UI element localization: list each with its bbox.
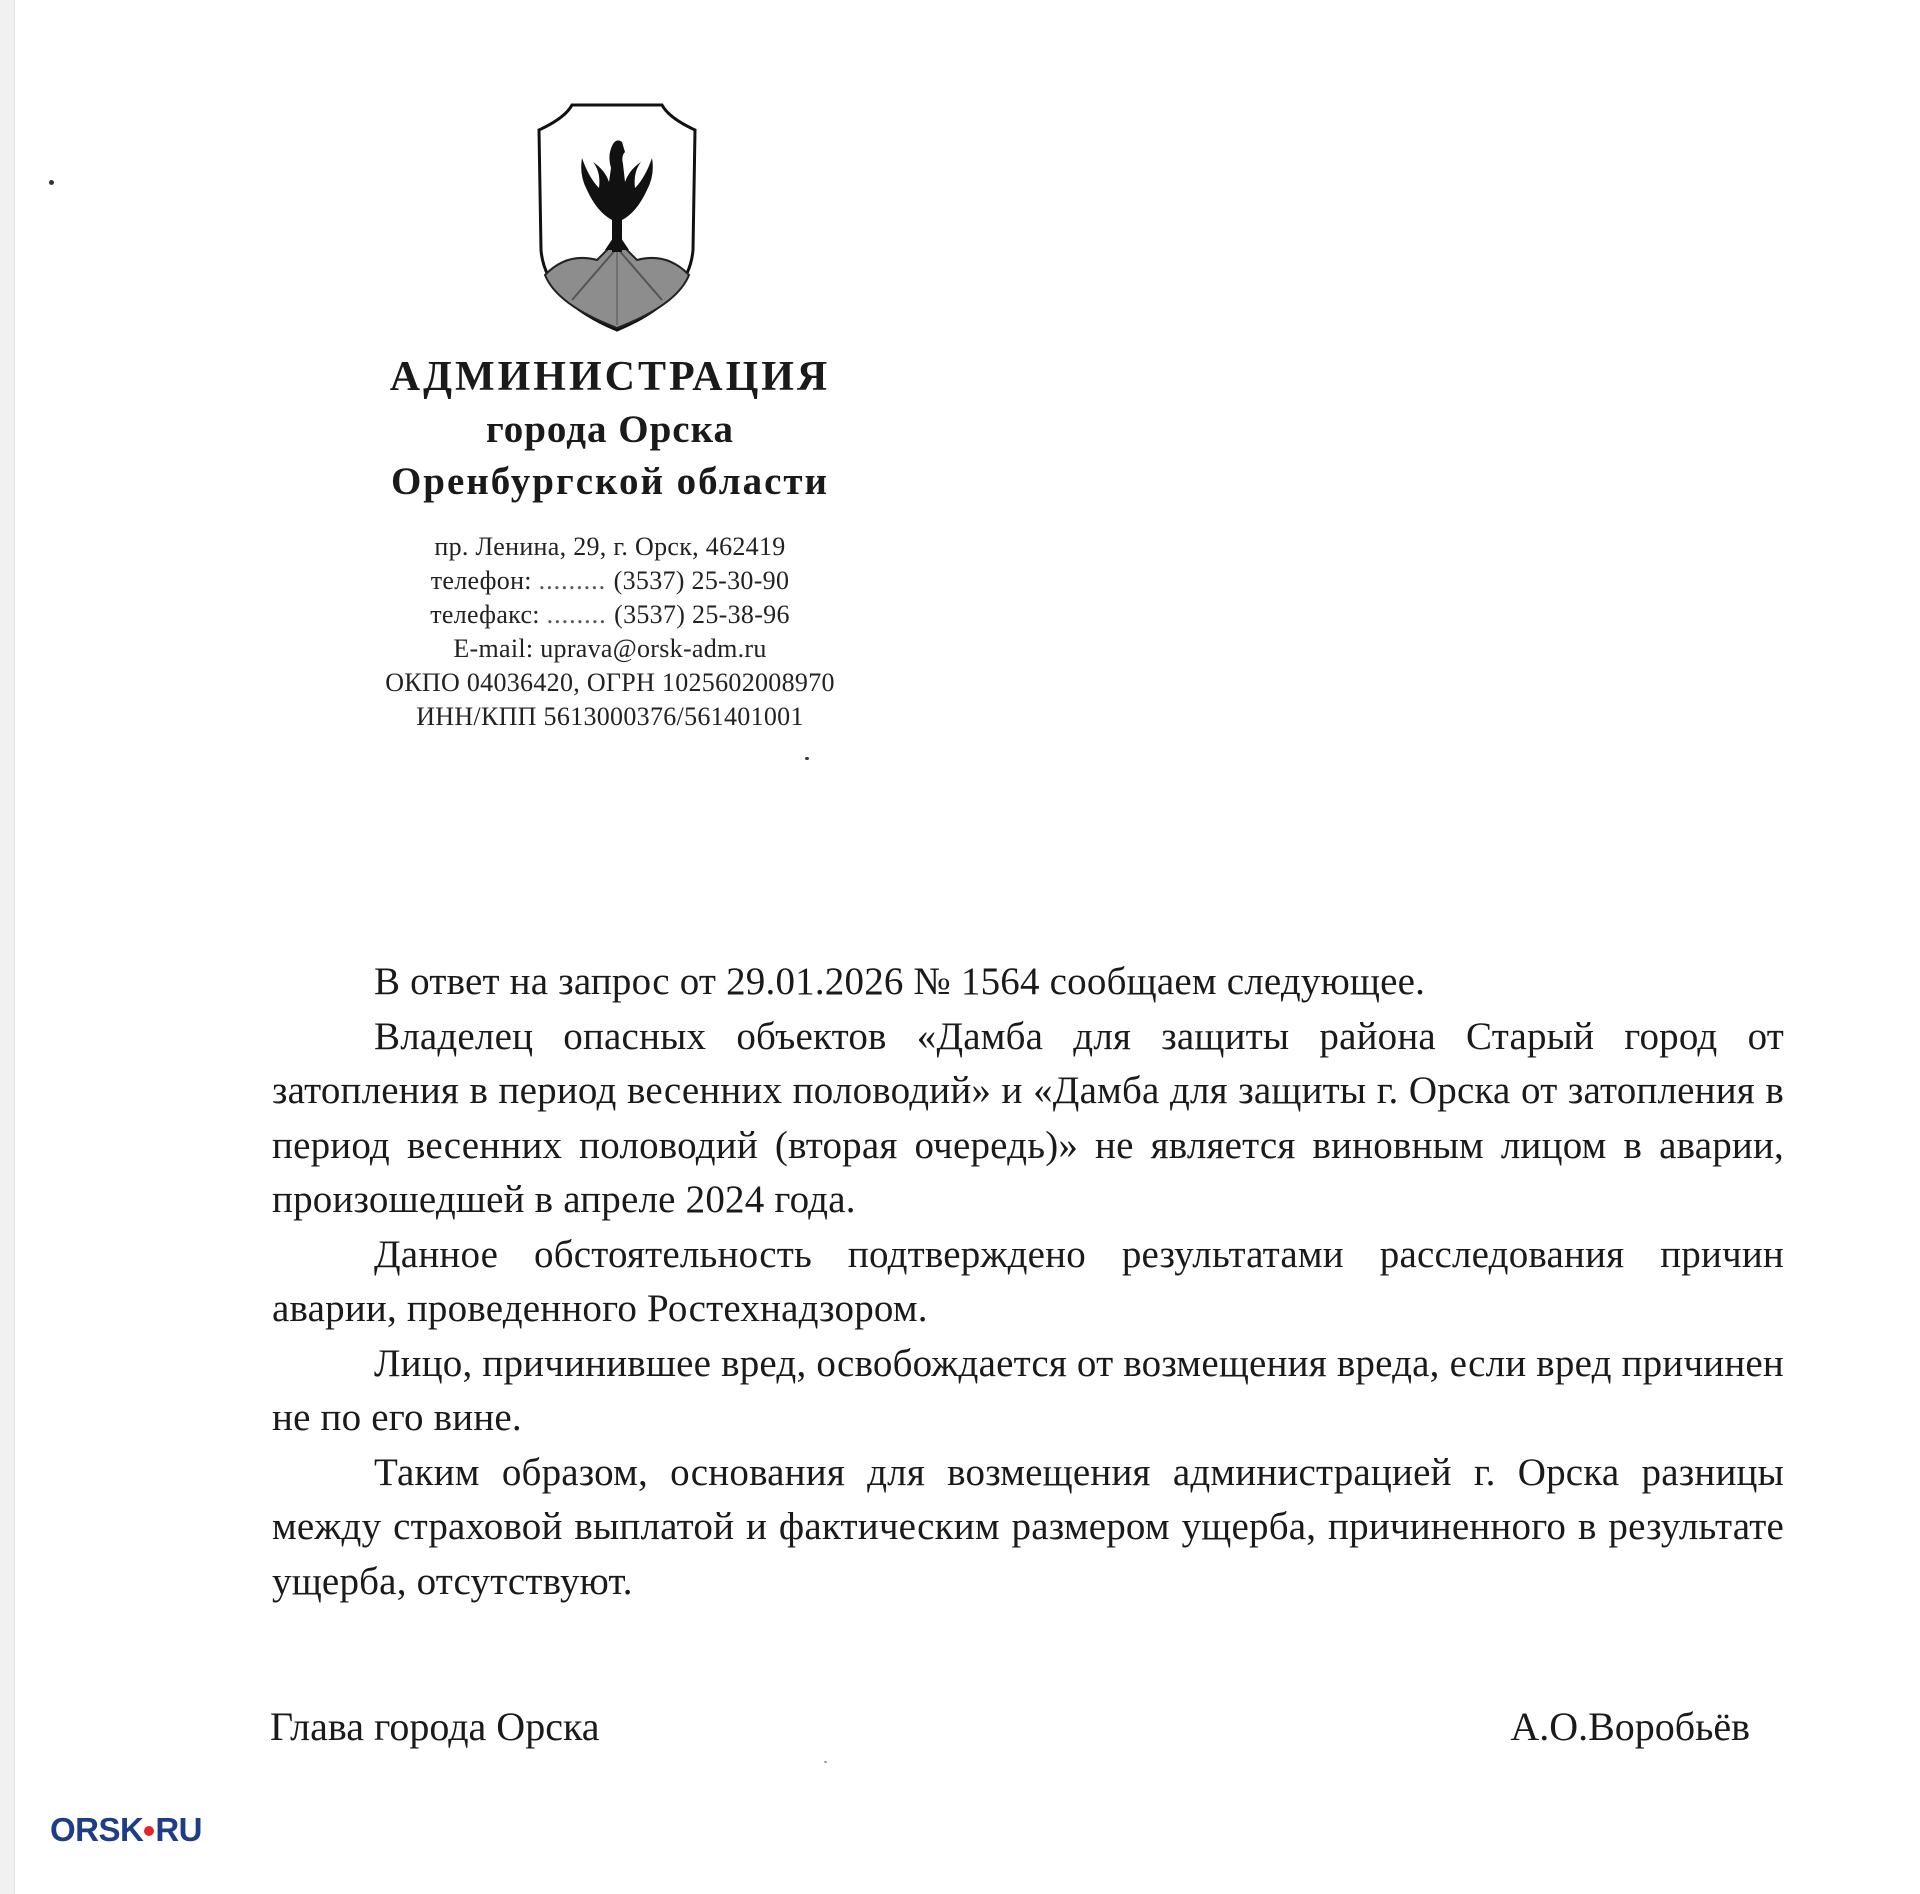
okpo-ogrn-line: ОКПО 04036420, ОГРН 1025602008970 — [385, 668, 835, 697]
phone-number: (3537) 25-30-90 — [613, 566, 790, 595]
signature-block — [270, 1697, 1750, 1757]
address-line: пр. Ленина, 29, г. Орск, 462419 — [434, 532, 786, 561]
paragraph: Владелец опасных объектов «Дамба для защиты района Старый город от затопления в период весенних половодий» и «Дамба для защиты г. Орска от затопления в период весенних половодий (вторая очередь)» не является виновным лицом в аварии, произошедшей в апреле 2024 года. — [272, 1014, 1784, 1221]
letterhead — [230, 350, 990, 734]
org-city: города Орска — [486, 408, 734, 451]
scan-speck — [805, 757, 809, 760]
scan-speck — [824, 1761, 827, 1763]
logo-dot-icon — [144, 1826, 154, 1836]
contact-details — [230, 530, 990, 734]
phone-label: телефон: — [430, 566, 532, 595]
fax-label: телефакс: — [430, 600, 540, 629]
logo-text-left: ORSK — [50, 1811, 144, 1848]
paragraph: Таким образом, основания для возмещения администрацией г. Орска разницы между страховой выплатой и фактическим размером ущерба, причиненного в результате ущерба, отсутствуют. — [272, 1450, 1784, 1603]
orsk-ru-watermark-logo — [50, 1810, 202, 1850]
letter-body — [272, 955, 1784, 1609]
page-left-edge — [0, 0, 15, 1894]
signatory-position: Глава города Орска — [270, 1704, 600, 1749]
signatory-name: А.О.Воробьёв — [1510, 1704, 1750, 1749]
paragraph: В ответ на запрос от 29.01.2026 № 1564 сообщаем следующее. — [374, 960, 1426, 1003]
fax-number: (3537) 25-38-96 — [614, 600, 790, 629]
org-title: АДМИНИСТРАЦИЯ — [389, 354, 831, 400]
scan-speck — [49, 180, 54, 185]
logo-text-right: RU — [155, 1811, 203, 1848]
org-region: Оренбургской области — [390, 460, 830, 503]
email-line: E-mail: uprava@orsk-adm.ru — [453, 634, 767, 663]
fax-line: телефакс: ........ (3537) 25-38-96 — [430, 600, 790, 629]
inn-kpp-line: ИНН/КПП 5613000376/561401001 — [416, 702, 804, 731]
paragraph: Данное обстоятельность подтверждено результатами расследования причин аварии, проведенного Ростехнадзором. — [272, 1232, 1784, 1330]
orsk-coat-of-arms-eagle-icon — [527, 100, 707, 335]
paragraph: Лицо, причинившее вред, освобождается от возмещения вреда, если вред причинен не по его вине. — [272, 1341, 1784, 1439]
phone-line: телефон: ......... (3537) 25-30-90 — [430, 566, 790, 595]
